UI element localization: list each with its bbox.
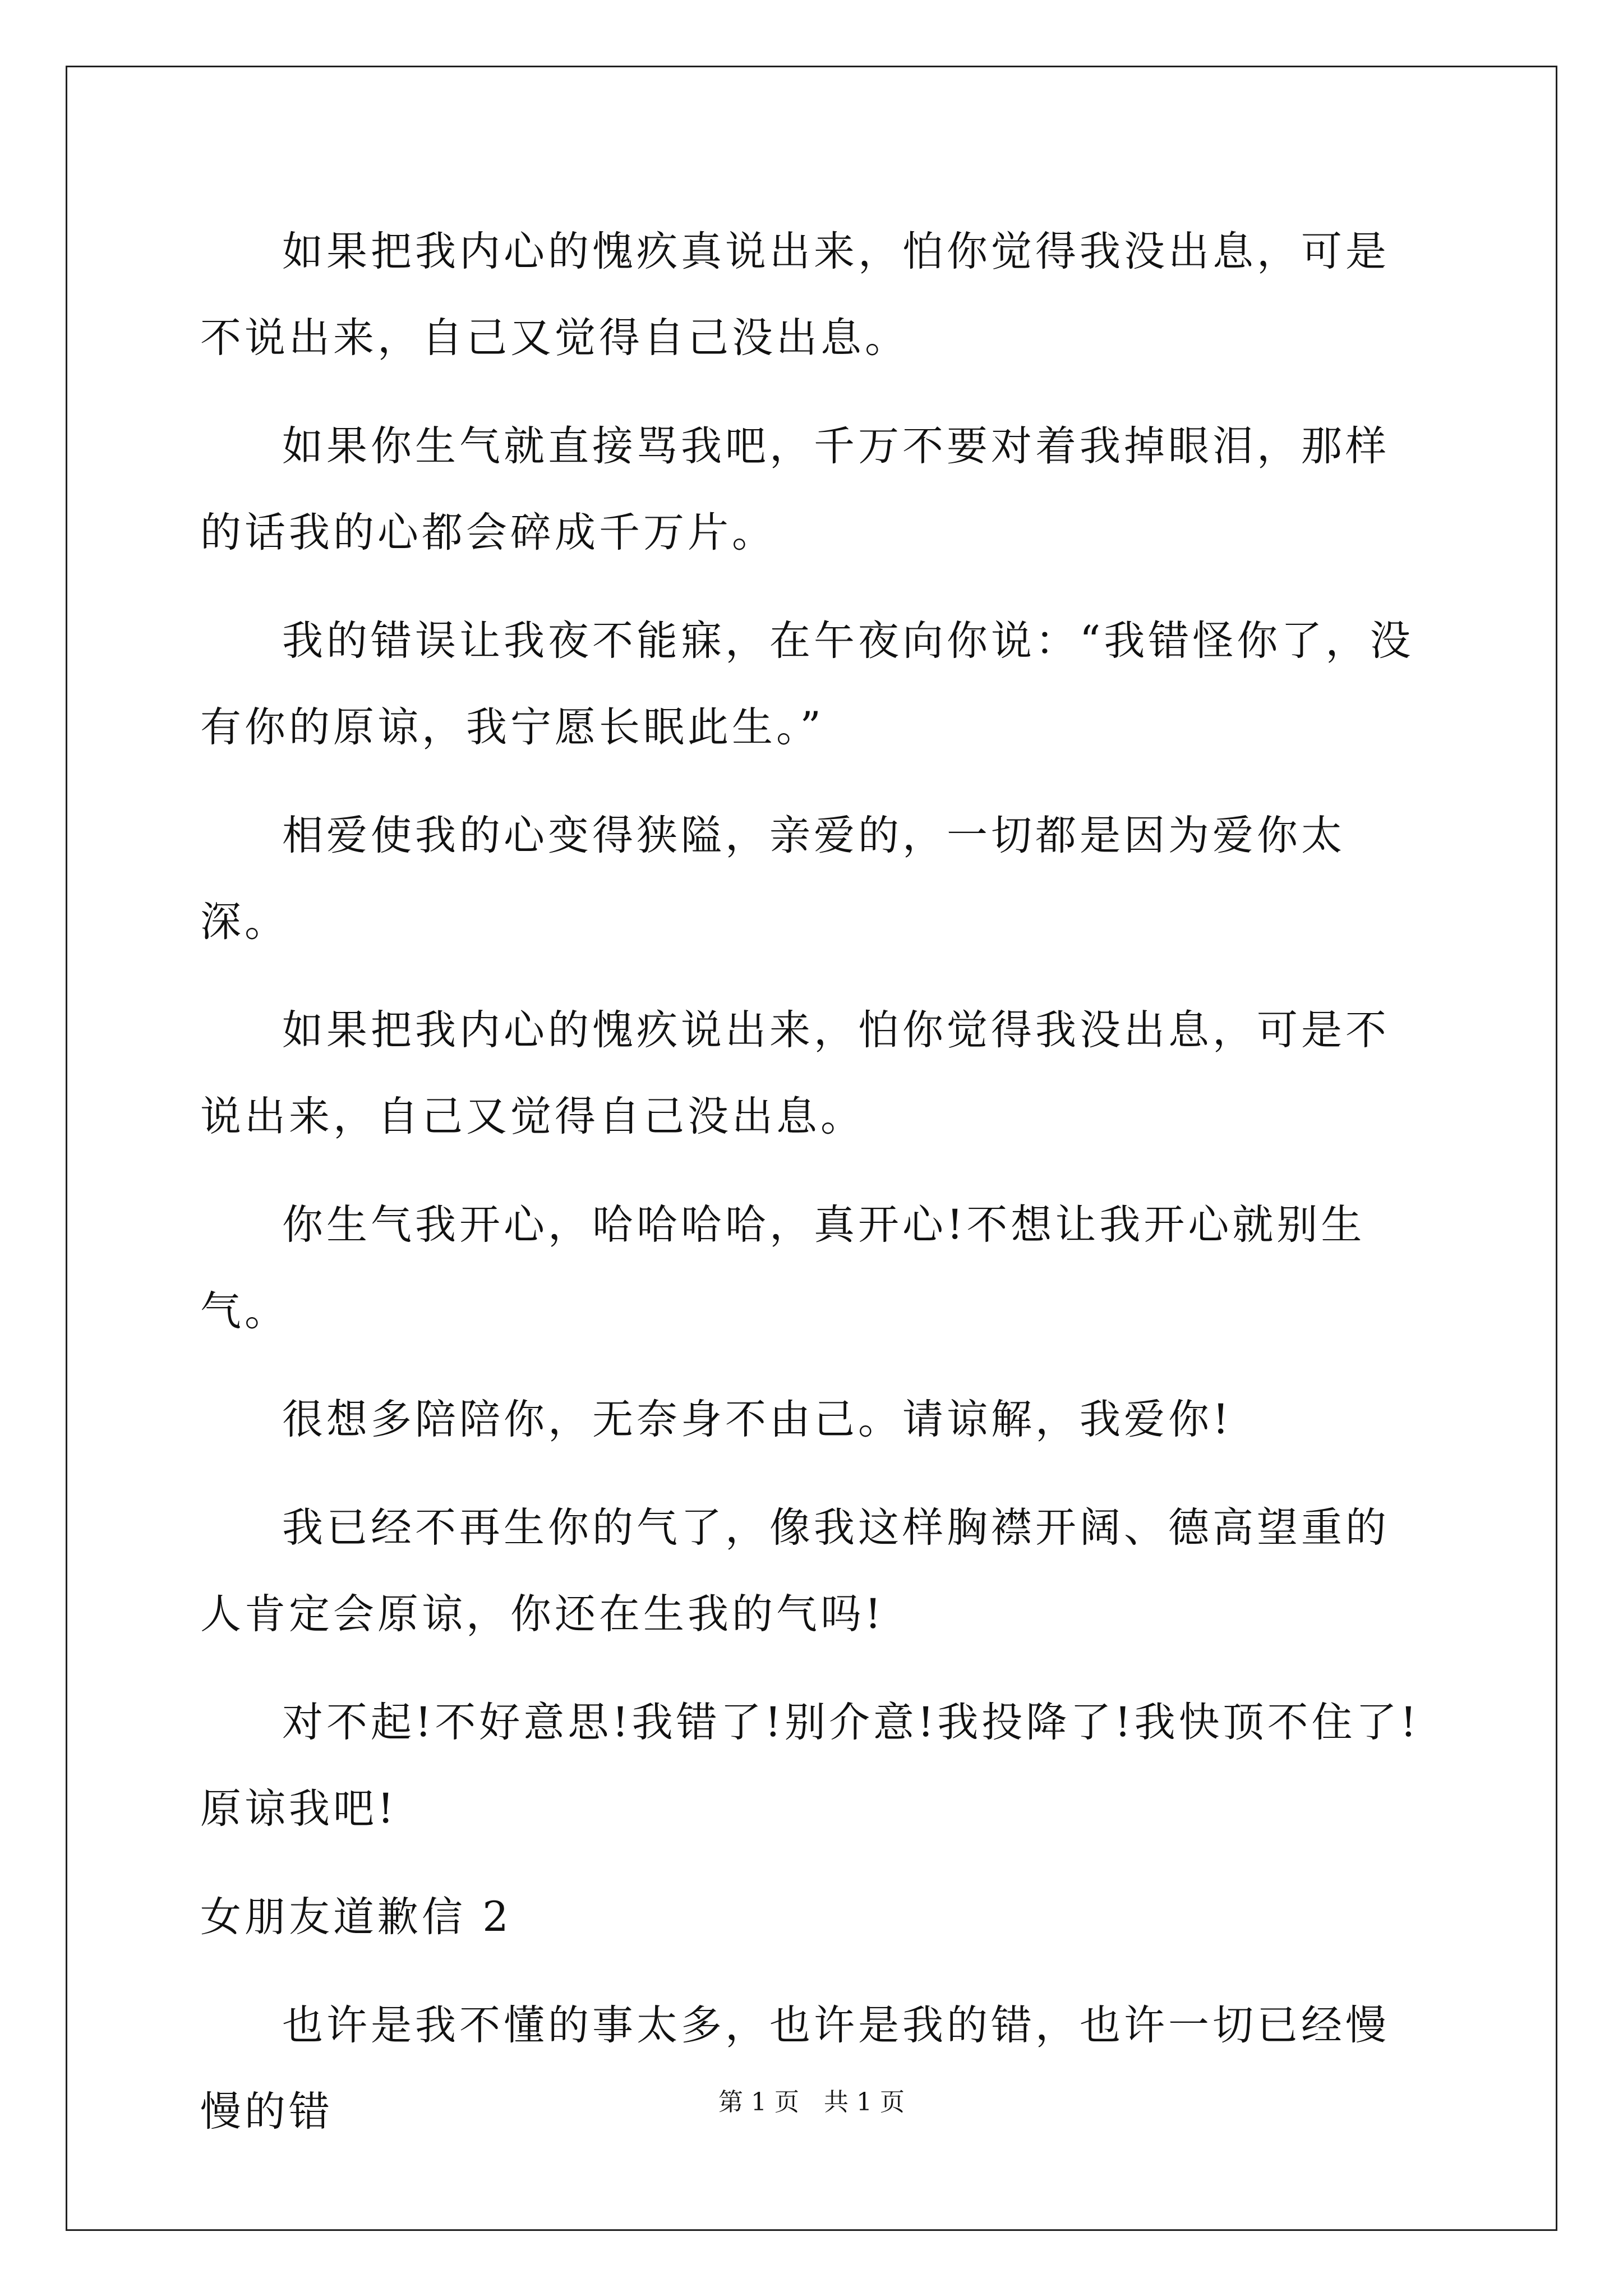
paragraph-8: 我已经不再生你的气了，像我这样胸襟开阔、德高望重的人肯定会原谅，你还在生我的气吗! xyxy=(200,1504,1390,1638)
paragraph-4: 相爱使我的心变得狭隘，亲爱的，一切都是因为爱你太深。 xyxy=(200,812,1345,946)
page-footer xyxy=(0,2086,1623,2119)
paragraph-1: 如果把我内心的愧疚真说出来，怕你觉得我没出息，可是不说出来，自己又觉得自己没出息。 xyxy=(200,228,1390,362)
document-body xyxy=(200,209,1428,2177)
paragraph-2: 如果你生气就直接骂我吧，千万不要对着我掉眼泪，那样的话我的心都会碎成千万片。 xyxy=(200,422,1390,556)
paragraph-7: 很想多陪陪你，无奈身不由己。请谅解，我爱你! xyxy=(282,1396,1233,1443)
paragraph-3: 我的错误让我夜不能寐，在午夜向你说：“我错怪你了，没有你的原谅，我宁愿长眠此生。” xyxy=(200,617,1414,751)
section-heading: 女朋友道歉信 2 xyxy=(200,1893,512,1941)
paragraph-10: 也许是我不懂的事太多，也许是我的错，也许一切已经慢慢的错 xyxy=(200,2001,1390,2136)
page-number-label: 第 1 页 共 1 页 xyxy=(718,2088,905,2116)
paragraph-6: 你生气我开心，哈哈哈哈，真开心!不想让我开心就别生气。 xyxy=(200,1201,1366,1335)
paragraph-9: 对不起!不好意思!我错了!别介意!我投降了!我快顶不住了!原谅我吧! xyxy=(200,1699,1421,1833)
paragraph-5: 如果把我内心的愧疚说出来，怕你觉得我没出息，可是不说出来，自己又觉得自己没出息。 xyxy=(200,1006,1390,1140)
